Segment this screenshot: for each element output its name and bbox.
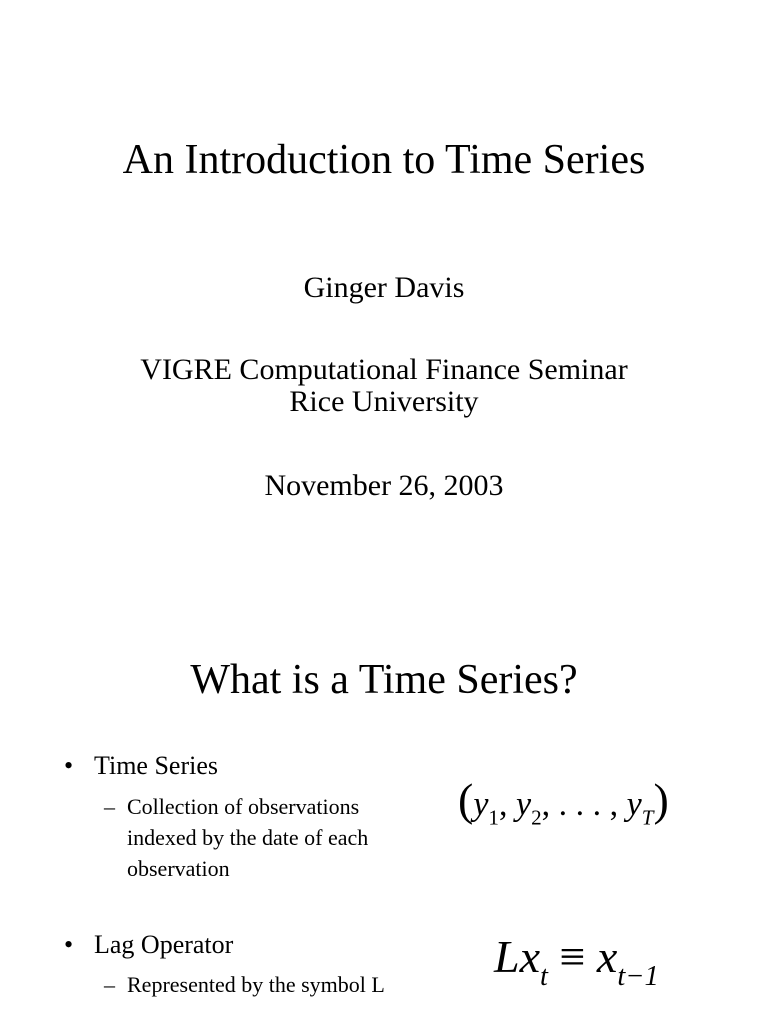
- sub-bullet-definition: [104, 791, 368, 884]
- var-x: x: [519, 931, 541, 982]
- var-y: y: [515, 786, 532, 823]
- affiliation: [0, 354, 768, 418]
- sub-bullet-text: Represented by the symbol L: [127, 972, 385, 997]
- var-x: x: [596, 931, 618, 982]
- close-paren: ): [653, 774, 669, 825]
- bullet-label: Time Series: [94, 751, 218, 780]
- separator: ,: [498, 786, 516, 823]
- sub-bullet-text: Collection of observations indexed by the date of each observation: [127, 794, 369, 881]
- sub-bullet-marker: –: [104, 972, 115, 997]
- content-slide: [0, 610, 768, 1024]
- index-1: 1: [488, 805, 499, 830]
- index-T: T: [641, 805, 654, 830]
- bullet-lag-operator: [64, 929, 233, 961]
- sub-bullet-marker: –: [104, 794, 115, 819]
- var-y: y: [473, 786, 489, 823]
- var-y: y: [626, 786, 642, 823]
- index-2: 2: [531, 805, 542, 830]
- bullet-time-series: [64, 750, 218, 782]
- sequence-formula: [458, 776, 669, 841]
- open-paren: (: [458, 774, 474, 825]
- sub-bullet-definition: [104, 969, 385, 1000]
- bullet-label: Lag Operator: [94, 930, 234, 959]
- presentation-date: November 26, 2003: [264, 469, 504, 502]
- index-t: t: [540, 960, 548, 992]
- slide-title: What is a Time Series?: [190, 657, 578, 703]
- equiv-sign: ≡: [547, 931, 597, 982]
- lag-formula: [494, 928, 659, 1006]
- operator-L: L: [494, 931, 520, 982]
- slide-title: An Introduction to Time Series: [122, 137, 646, 183]
- index-t-minus-1: t−1: [617, 960, 659, 992]
- author-name: Ginger Davis: [303, 271, 465, 304]
- affiliation-line-1: VIGRE Computational Finance Seminar: [140, 353, 628, 386]
- bullet-marker: •: [64, 930, 74, 959]
- affiliation-line-2: Rice University: [289, 385, 479, 418]
- ellipsis: , . . . ,: [541, 786, 627, 823]
- bullet-marker: •: [64, 751, 74, 780]
